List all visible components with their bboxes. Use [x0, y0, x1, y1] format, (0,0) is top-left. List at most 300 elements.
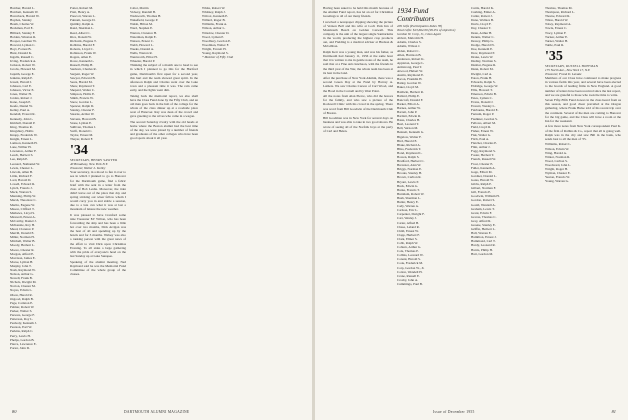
contributor-name: Lynch, Francis J.: [10, 186, 33, 191]
contributor-name: Miller, Norman H.: [10, 235, 35, 240]
contributor-name: Gill, Francis E.: [471, 190, 492, 195]
class-treasurer-35: Treasurer, Frank D. Lavake: [545, 72, 582, 77]
contributor-name: Briggs, Norman E.: [397, 167, 422, 172]
contributor-name: Brewster, Alan W.: [397, 163, 422, 168]
contributor-name: Bancroft, Donald F.: [397, 97, 424, 102]
contributor-name: Burnham, Robert W.: [397, 191, 425, 196]
contributor-name: Hatchett, Kenneth W.: [10, 10, 39, 15]
contributor-name: Walsh, Hilton M.: [130, 22, 153, 27]
contributor-name: Coburn, Arthur G.: [397, 245, 422, 250]
contributor-name: Tracy, Lyman F.: [545, 30, 567, 35]
contributor-name: Winter, Norman R.: [545, 154, 571, 159]
contributor-name: Russell, Philip H.: [70, 63, 94, 68]
contributor-name: Wright, Everett H.: [202, 46, 227, 51]
contributor-name: Woodbury, Gordon E.: [202, 38, 232, 43]
contributor-name: Cabot, Martin: [130, 6, 149, 10]
left-col-1-names: [10, 6, 66, 350]
contributor-name: Bell, Vernon M.: [397, 126, 419, 131]
contributor-name: Yeaton, Francis W.: [545, 175, 570, 180]
contributor-name: Shaw, Raymond T.: [70, 83, 95, 88]
contributor-name: Appleton, George L.: [397, 60, 425, 65]
contributor-name: Kimball, Donald P.: [10, 120, 36, 125]
contributor-name: Knight, Ernest L.: [10, 137, 33, 141]
contributor-name: Weeks, Donald A.: [130, 46, 154, 51]
contributor-name: Newell, Frank B.: [10, 276, 33, 281]
contributor-name: Stearns, Arthur W.: [70, 112, 95, 117]
contributor-name: Murphy, John T.: [10, 263, 32, 268]
contributor-name: Dunn, Robert M.: [471, 67, 494, 72]
contributor-name: Rowe, Kenneth L.: [70, 59, 95, 64]
contributor-name: Sanborn, Charles R.: [70, 67, 97, 72]
class-notes-paragraph: Thinking the subject of a month one to head to see in which I planned to go this for the Hartford game, Dartmouth's first upset for a second year, this hurt and the team showed great spirit. In the afternoon Ralph and Charles went over the Lake town and a pleasant time it was. The rain came early, and the lights went dim.: [130, 63, 198, 92]
contributor-name: Heckman, Earl E.: [10, 26, 34, 31]
left-footer: DARTMOUTH ALUMNI MAGAZINE: [124, 410, 190, 414]
contributor-name: Mitchell, Walter B.: [10, 239, 36, 244]
contributor-name: Fellows, Albert M.: [471, 120, 496, 125]
contributor-name: Curtis, Harold K.: [471, 6, 494, 10]
contributor-name: Bliss, Frederick T.: [397, 146, 422, 151]
contributor-name: Sargent, Roger W.: [70, 71, 95, 76]
contributor-name: Lewis, Chester L.: [10, 165, 34, 170]
contributor-name: Bryant, Lewis P.: [397, 179, 419, 184]
contributor-name: Ballard, Philip E.: [397, 93, 420, 98]
right-col-1: [323, 6, 393, 134]
contributor-name: Barnes, Arthur W.: [397, 105, 421, 110]
contributor-name: Burke, Francis T.: [397, 187, 420, 192]
contributor-name: Mathews, Lloyd S.: [10, 210, 36, 215]
contributor-name: Cotton, Wendell H.: [397, 269, 423, 274]
contributor-name: Day, Chester T.: [471, 26, 492, 31]
left-col-2: [70, 6, 126, 278]
contributor-name: Putnam, George D.: [70, 18, 96, 23]
contributor-name: Everett, Wesley L.: [471, 104, 496, 109]
contributor-name: Parker, Walter S.: [10, 308, 33, 313]
contributor-name: Wilson, Arthur L.: [202, 26, 226, 31]
contributor-name: Hammond, Carl T.: [471, 239, 496, 244]
contributor-name: Williams, Robert L.: [545, 142, 572, 147]
class-notes-paragraph: Having been asked to be held this month because of the Alumni Fund report, has let an ad for Christmas Greetings to all of our many friends.: [323, 6, 393, 19]
contributor-name: Wright, Roger H.: [545, 166, 568, 171]
contributor-name: Barker, Elliott A.: [397, 101, 420, 106]
contributor-name: Clark, Elmer S.: [397, 236, 418, 241]
contributor-name: Hooper, Gardner W.: [10, 38, 37, 43]
contributor-name: Lord, Harold D.: [10, 177, 32, 182]
contributor-name: Chase, Leland R.: [397, 224, 420, 229]
class-secretary-label: SECRETARY, HENRY SAWYER: [70, 158, 118, 163]
contributor-name: Child, Ernest W.: [397, 228, 419, 233]
contributor-name: Merrill, Donald E.: [10, 231, 35, 236]
contributor-name: Dana, Wallace B.: [471, 18, 494, 23]
contributor-name: Brown, Carlton R.: [397, 175, 422, 180]
contributor-name: Sears, Harold M.: [70, 79, 93, 84]
left-col-2-names: [70, 6, 126, 141]
contributor-name: Pearson, Earl W.: [10, 325, 32, 330]
contributor-name: Carpenter, Dwight F.: [397, 212, 425, 217]
contributor-name: Taylor, Ernest M.: [70, 132, 94, 137]
contributor-name: Barrett, John P.: [397, 109, 418, 114]
contributor-name: Cady, Warren A.: [397, 204, 419, 209]
contributor-name: Thorne, Edward R.: [545, 14, 571, 19]
contributor-name: Goodwin, William H.: [471, 194, 500, 199]
contributor-name: Thomas, Thomas M.: [545, 6, 573, 10]
contributor-name: Bigelow, Walter F.: [397, 134, 422, 139]
contributor-name: Quimby, Ralph A.: [70, 22, 94, 27]
contributor-name: Corp, Gordon W., Jr.: [397, 265, 425, 270]
contributor-name: Shepard, Walter C.: [70, 87, 95, 92]
contributor-name: Griffin, Herbert L.: [471, 227, 496, 232]
right-col-3-names: [471, 6, 541, 256]
class-notes-paragraph: It was pleased to have Cranford some nine Treasurer Ed' Wilton, who has been forwarding the ship and has been a little hot over two months, Dick Arrigan was the best of all and spending up by the hotels and for 3 months. Walsey was also a ranking person with the great news of the affair to visit Dick upon Christmas Evening. To all sides a large gathering with the pride of everyone's head on the last Sunday up at Lake Sunapee.: [70, 212, 126, 258]
contributor-name: Austin, Raymond E.: [397, 73, 424, 78]
contributor-name: Gilbert, Norman F.: [471, 186, 497, 191]
contributor-name: Dwight, Carl A.: [471, 71, 493, 76]
contributor-name: Faulkner, Gordon S.: [471, 116, 498, 121]
contributor-name: Jackson, Robert W.: [10, 63, 36, 68]
contributor-name: Jordan, Robert J.: [10, 96, 33, 101]
contributor-name: Woodman, Walter F.: [202, 42, 229, 47]
contributor-name: Swift, Donald C.: [70, 128, 93, 133]
right-col-2-names: [397, 36, 467, 286]
class-address-35: 175 North Ave., New York 17, N.Y.: [545, 68, 591, 73]
contributor-name: Webb, Howard L.: [130, 42, 154, 47]
contributor-name: Lane, Wilbur H.: [10, 145, 32, 150]
contributor-name: Hilliard, Stanley F.: [10, 30, 36, 35]
contributor-name: Wadsworth, Thomas H.: [130, 14, 162, 19]
contributor-name: Kendall, Everett R.: [10, 112, 36, 117]
contributor-name: Thayer, Robert F.: [70, 137, 94, 141]
contributor-name: Potter, Robert M.: [70, 6, 93, 10]
contributor-name: Gardner, Donald L.: [471, 173, 497, 178]
right-page-number: 81: [611, 409, 616, 414]
contributor-name: Turner, Walter H.: [545, 38, 569, 43]
contributor-name: Emerson, Edwin B.: [471, 91, 497, 96]
contributor-name: Ward, Stephen E.: [130, 26, 153, 31]
contributor-name: Jones, Walter H.: [10, 91, 32, 96]
class-notes-paragraph: Speaking of the alumni meeting, Ned Raymond said he was the Memorial Fund Committee of the whole group of the classes.: [70, 259, 126, 276]
contributor-name: Baker, Lloyd M.: [397, 85, 419, 90]
contributor-name: McKenzie, Roy H.: [10, 222, 35, 227]
class-agent: Gordon W. Corp, Jr., Class Agent: [397, 32, 442, 37]
contributor-name: Williams, Frank A.: [202, 22, 228, 27]
right-col-1-body: [323, 6, 393, 133]
contributor-name: Eaton, Frank H.: [471, 75, 493, 80]
left-col-3-names: [130, 6, 198, 63]
contributor-name: Vickery, Randall B.: [130, 10, 156, 15]
contributor-name: Olson, Harold R.: [10, 292, 33, 297]
contributor-name: Jacobs, Howard M.: [10, 67, 36, 72]
contributor-name: French, Russell W.: [471, 157, 496, 162]
contributor-name: Irving, Frederick A.: [10, 59, 37, 64]
contributor-name: Dunbar, Eugene R.: [471, 63, 497, 68]
contributor-name: Rogers, Allen E.: [70, 55, 92, 60]
contributor-name: Heath, Charles W.: [10, 22, 34, 27]
contributor-name: Lowell, Edward R.: [10, 182, 36, 187]
contributor-name: Wilcox, Kenneth E.: [202, 14, 229, 19]
contributor-name: Gray, Alfred R.: [471, 218, 492, 223]
contributor-name: Bailey, Gordon W.: [397, 81, 422, 86]
contributor-name: Gates, Harold W.: [471, 177, 494, 182]
contributor-name: Wheeler, Harold P.: [130, 59, 155, 64]
contributor-name: Tuttle, Paul R.: [545, 42, 565, 47]
class-notes-paragraph: Taking back the memorial report, we also shall have the Class Fund done by the Fifty Club, and an old man goes back in the hub of the college for the whole of the class dinner up at a roadside place west of Hanover. Ray was dean of the crowd and gave greeting to the wives who came in a wagon.: [130, 93, 198, 119]
class-notes-paragraph: I received a newspaper clipping showing the picture of Vernon Bell and his wife at Loch Park Inn of Monmouth Beach on Golden Caswell. This company is the unit of the largest single Sanitariums in the world, producing the highest crop products out, and Fielding is a medical adviser at Hudson & McGibbon.: [323, 19, 393, 49]
contributor-name: Young, Warren G.: [545, 179, 569, 184]
contributor-name: Richards, Eugene T.: [70, 38, 97, 43]
contributor-name: Mason, Clifford T.: [10, 206, 35, 211]
contributor-name: Bush, Sherman L.: [397, 195, 421, 200]
contributor-name: Woodward, John L.: [545, 162, 571, 167]
contributor-name: Cook, Frederick M.: [397, 261, 424, 266]
contributor-name: Fletcher, Charles E.: [471, 141, 498, 146]
contributor-name: Jaquith, George E.: [10, 71, 35, 76]
contributor-name: Fuller, Kenneth A.: [471, 165, 496, 170]
right-col-4-body: [545, 76, 621, 141]
right-col-4-names-b: [545, 142, 621, 183]
contributor-name: Reed, Albert C.: [70, 30, 91, 35]
contributor-name: Butler, Henry E.: [397, 200, 419, 205]
contributor-name: Alden, Robert C.: [397, 48, 420, 53]
contributor-name: Armstrong, Paul T.: [397, 64, 423, 69]
contributor-name: Wakefield, George P.: [130, 18, 158, 23]
contributor-name: Flint, Arthur J.: [471, 145, 491, 150]
contributor-name: Bacon, Franklin H.: [397, 77, 423, 82]
contributor-name: Hardy, Leonard R.: [471, 243, 496, 248]
contributor-name: Graham, Lewis T.: [471, 206, 495, 211]
contributor-name: Hayden, Stanley: [10, 18, 32, 23]
contributor-name: Carr, Wesley J.: [397, 216, 417, 221]
contributor-name: Young, Raymond S.: [202, 51, 229, 56]
contributor-name: King, Thomas R.: [10, 124, 33, 129]
contributor-name: Thompson, Richard L.: [545, 10, 575, 15]
contributor-name: Phelps, Gordon B.: [10, 337, 35, 342]
contributor-name: Edwards, Ralph S.: [471, 79, 496, 84]
contributor-name: Hoyt, Forrest B.: [10, 46, 32, 51]
contributor-name: Nash, Raymond W.: [10, 268, 36, 272]
left-col-3-body: [130, 63, 198, 140]
class-notes-paragraph: The second Saturday rivalry with the old heads at home where the Boston alumni had the best time of the day, we were joined by a number of friends and graduates of the other colleges who have been good sports about it all year.: [130, 119, 198, 141]
contributor-name: Eldridge, George W.: [471, 83, 499, 88]
class-notes-paragraph: All the notes from Alan Pierce, who did the honors for the family, and who saw a picture of the Rockwell Clinic with his crowd in the spring. There was word from Bill Goodwin of the Dartmouth Club of Boston.: [323, 94, 393, 115]
class-notes-paragraph: Members of our Class have continued to make progress in various fields this year, and several have been elected to the boards of leading firms in New England. A good number of letters have been received since the last report, and we are grateful to those who took the time to write.: [545, 76, 621, 97]
contributor-name: Frost, Chester E.: [471, 161, 494, 166]
contributor-name: Spencer, Ralph D.: [70, 104, 95, 109]
contributor-name: Bennett, Kenneth G.: [397, 130, 425, 135]
class-notes-paragraph: After the purchase of New York Alumni, there was a second Green Day at the Fund by Harvey A. Luthers. We saw Charles Carson of Carl Wood, and the Hood in the Cornell and by West Point.: [323, 76, 393, 93]
contributor-name: Martin, Eugene W.: [10, 202, 35, 207]
contributor-name: Adams, Charles S.: [397, 40, 422, 45]
contributor-name: Wyman, Chester E.: [545, 171, 571, 176]
contributor-name: Keefe, Daniel W.: [10, 104, 33, 109]
contributor-name: Osgood, Ralph B.: [10, 296, 34, 301]
contributor-name: Manning, Philip W.: [10, 194, 36, 199]
contributor-name: Noyes, Edwin L.: [10, 288, 33, 293]
contributor-name: Adams, Wilson J.: [397, 44, 421, 49]
contributor-name: Blake, Richard A.: [397, 142, 421, 147]
contributor-name: Winslow, Chester D.: [202, 30, 230, 35]
contributor-name: Gould, Wendell A.: [471, 202, 496, 207]
contributor-name: Palmer, Robert W.: [10, 304, 35, 309]
contributor-name: Dean, Arthur H.: [471, 30, 493, 35]
contributor-name: Smith, Francis W.: [70, 96, 94, 101]
contributor-name: Peabody, Kenneth J.: [10, 321, 37, 326]
contributor-name: Pratt, Henry A.: [70, 10, 90, 15]
contributor-name: Hamilton, Ernest J.: [471, 235, 497, 240]
contributor-name: Fitch, Paul A.: [471, 137, 490, 141]
fund-contributors-heading: 1934 Fund Contributors: [397, 7, 435, 23]
contributor-name: Stanley, Chester F.: [70, 108, 95, 113]
contributor-name: Clapp, Herbert F.: [397, 232, 420, 237]
contributor-name: Cole, Thomas P.: [397, 249, 419, 254]
contributor-name: Willard, Roger B.: [202, 18, 226, 23]
contributor-name: Wentworth, Elliot H.: [130, 55, 158, 60]
contributor-name: Bond, Raymond L.: [397, 150, 423, 155]
contributor-name: Prescott, Warren L.: [70, 14, 96, 19]
contributor-name: Page, Carleton E.: [10, 300, 34, 305]
contributor-name: Warren, Clarence H.: [130, 30, 158, 35]
contributor-name: Grant, Edwin F.: [471, 210, 492, 215]
left-col-4-names: [202, 6, 302, 55]
contributor-name: Wing, Harold A.: [545, 150, 567, 155]
class-number-34: '34: [70, 143, 88, 159]
contributor-name: Tilton, Harold W.: [545, 18, 569, 23]
contributor-name: Kingsbury, Hollis: [10, 128, 34, 133]
contributor-name: Robinson, Frank W.: [70, 51, 97, 56]
class-notes-paragraph: A few more notes from New York correspondent Paul K. of the firm of Rollins & Co., report that all is going well. Ralph was in the city and saw Bill in the bank, who sends best to all the men of '35.: [545, 124, 621, 141]
contributor-name: Fogg, Raymond S.: [471, 149, 496, 154]
right-col-4-names: [545, 6, 621, 47]
contributor-name: Howard, Lyman C.: [10, 42, 36, 47]
class-notes-paragraph: Ralph Kerr was a young man, and was his father, as Dartmouth had January 11, 1956 at the same hour that it is written to me in gentle notes of the team, he said that at a Fine Arts luncheon, with the friends in the third year of the War, the whole team has been at its best in the land.: [323, 50, 393, 75]
contributor-name: Bird, Harold E.: [397, 138, 418, 143]
fifty-club-note: * Member of Fifty Club: [202, 55, 234, 60]
contributor-name: Gordon, Robert S.: [471, 198, 496, 203]
contributor-name: Waterman, Ralph E.: [130, 34, 157, 39]
contributor-name: Mead, Clarence P.: [10, 227, 34, 232]
contributor-name: Sawyer, Edward B.: [70, 75, 96, 80]
class-notes-paragraph: Your secretary, in a mood to fun it over to see in which I planned to go to Hanover for the Dartmouth game, find a fabric brief with the sent in a letter from the class of Bob Leslie. Moreover, the train didn't leave out of the place that day and spring sticking our wiser fellow whom I would carry you in and stable a session, due to a late ovn what it was at last a mountain of leisure the new weather.: [70, 170, 126, 212]
contributor-name: Rand, Sherman L.: [70, 26, 94, 31]
contributor-name: Stone, Lyman E.: [70, 120, 92, 125]
contributor-name: Brooks, Stanley H.: [397, 171, 423, 176]
contributor-name: Crane, Russell E.: [397, 273, 420, 278]
contributor-name: Abbott, Malcolm H.: [397, 36, 424, 41]
contributor-name: Evans, Donald J.: [471, 100, 494, 105]
contributor-name: Cobb, Ralph W.: [397, 240, 419, 245]
contributor-name: White, Robert W.: [202, 6, 226, 10]
contributor-name: Morse, Lyman H.: [10, 259, 34, 264]
contributor-name: Johnson, Carl E.: [10, 83, 32, 88]
contributor-name: Bates, Charles H.: [397, 118, 421, 123]
left-col-1: [10, 6, 66, 350]
contributor-name: Marsh, Theodore C.: [10, 198, 37, 203]
class-notes-paragraph: Bill Goodman was in New York for several days on business and was able to take in two good shows. He wrote of seeing all of the Norfolk boys at the party of Carl and Helen.: [323, 116, 393, 133]
contributor-name: Nichols, Dwight M.: [10, 280, 37, 285]
contributor-name: Allen, Harrison B.: [397, 52, 422, 57]
contributor-name: Lincoln, Allen B.: [10, 169, 33, 174]
left-page-number: 80: [12, 409, 17, 414]
contributor-name: Fairbanks, Harold E.: [471, 108, 499, 113]
contributor-name: Anderson, Robert K.: [397, 56, 425, 61]
contributor-name: Crosby, John A.: [397, 277, 419, 282]
contributor-name: Hart, Gordon M.: [471, 251, 494, 256]
contributor-name: Robbins, Harold F.: [70, 42, 96, 47]
contributor-name: Jewett, Harold J.: [10, 79, 33, 84]
contributor-name: Harris, Philip H.: [471, 247, 493, 252]
contributor-name: Fisk, Walter G.: [471, 132, 492, 137]
contributor-name: Tucker, Arthur E.: [545, 34, 569, 39]
class-secretary-label-35: SECRETARY, RUSSELL HOFFMAN: [545, 63, 599, 68]
contributor-name: Johnson, Victor E.: [10, 87, 35, 92]
contributor-name: Jenkins, Ralph P.: [10, 75, 33, 80]
contributor-name: Nelson, Arthur G.: [10, 272, 34, 277]
contributor-name: Fisher, Ernest W.: [471, 128, 494, 133]
contributor-name: Foster, Herbert T.: [471, 153, 495, 158]
contributor-name: Dodge, Harold N.: [471, 42, 495, 47]
left-col-2-body: [70, 170, 126, 276]
left-col-4: [202, 6, 302, 59]
contributor-name: Hatcher, Harold L.: [10, 6, 35, 10]
contributor-name: Collins, Leonard W.: [397, 253, 424, 258]
contributor-name: Tobey, Raymond A.: [545, 22, 572, 27]
contributor-name: Maxwell, Ernest A.: [10, 214, 36, 219]
contributor-name: Towle, Ernest C.: [545, 26, 568, 31]
contributor-name: Sullivan, Thomas J.: [70, 124, 97, 129]
contributor-name: Greene, Stanley E.: [471, 222, 496, 227]
contributor-name: Gage, Elliott M.: [471, 169, 493, 174]
contributor-name: Moody, Herbert L.: [10, 243, 35, 248]
contributor-name: Dennis, Walter C.: [471, 34, 495, 39]
contributor-name: Snow, Gordon L.: [70, 100, 93, 105]
contributor-name: Field, Lloyd R.: [471, 124, 492, 129]
contributor-name: Ingalls, Russell C.: [10, 55, 35, 60]
class-number-35: '35: [545, 48, 563, 64]
fund-total: Total Gifts: $13,662.00 (99.9% of objective): [397, 28, 456, 33]
contributor-name: Pierce, Lawrence E.: [10, 341, 37, 346]
class-treasurer: Treasurer, Walter L. Kelley: [70, 166, 106, 171]
contributor-name: Leach, Herbert S.: [10, 153, 34, 158]
contributor-name: Simpson, Hollis E.: [70, 91, 95, 96]
contributor-name: Leonard, Nathaniel W.: [10, 161, 40, 166]
class-notes-paragraph: Seven Fifty-Fifth Fund donors in the class heard from us this season, and good cheer prevailed at the Oregon gathering, where Frank Hulse told of his recent trip over the continent. Several of the men are coming to Hanover for the big game, and the Class will have a room at the Inn for the weekend.: [545, 98, 621, 123]
contributor-name: Little, Richard F.: [10, 173, 33, 178]
contributor-name: Baldwin, Herbert R.: [397, 89, 424, 94]
contributor-name: Wilson, Edwin W.: [545, 146, 570, 151]
contributor-name: Patterson, Roy L.: [10, 317, 34, 322]
contributor-name: Buck, Edwin G.: [397, 183, 419, 188]
contributor-name: Farnum, Roger P.: [471, 112, 495, 117]
contributor-name: Mack, Warren S.: [10, 190, 33, 195]
left-col-3: [130, 6, 198, 142]
contributor-name: Hunt, Donald K.: [10, 51, 32, 56]
contributor-name: Lawrence, Arthur F.: [10, 149, 37, 154]
contributor-name: Wells, Warren R.: [130, 51, 153, 56]
contributor-name: Kane, Joseph P.: [10, 100, 31, 105]
contributor-name: Holden, Winston R.: [10, 34, 37, 39]
contributor-name: Ellis, Howard T.: [471, 87, 493, 92]
contributor-name: Rice, Donald W.: [70, 34, 92, 39]
contributor-name: Graves, Thomas C.: [471, 214, 497, 219]
contributor-name: Knapp, Frederick W.: [10, 132, 38, 137]
contributor-name: Norton, Chester M.: [10, 284, 36, 289]
contributor-name: Beal, Leonard T.: [397, 122, 420, 127]
contributor-name: Whitney, Ralph J.: [202, 10, 226, 15]
contributor-name: Bowen, Ralph S.: [397, 155, 420, 159]
contributor-name: Morrison, James E.: [10, 255, 36, 260]
contributor-name: Parsons, George F.: [10, 313, 35, 318]
contributor-name: Wood, Carlton S.: [545, 158, 568, 163]
contributor-name: Atwood, Hubert W.: [397, 69, 423, 74]
contributor-name: Lamson, Kenneth H.: [10, 141, 38, 146]
